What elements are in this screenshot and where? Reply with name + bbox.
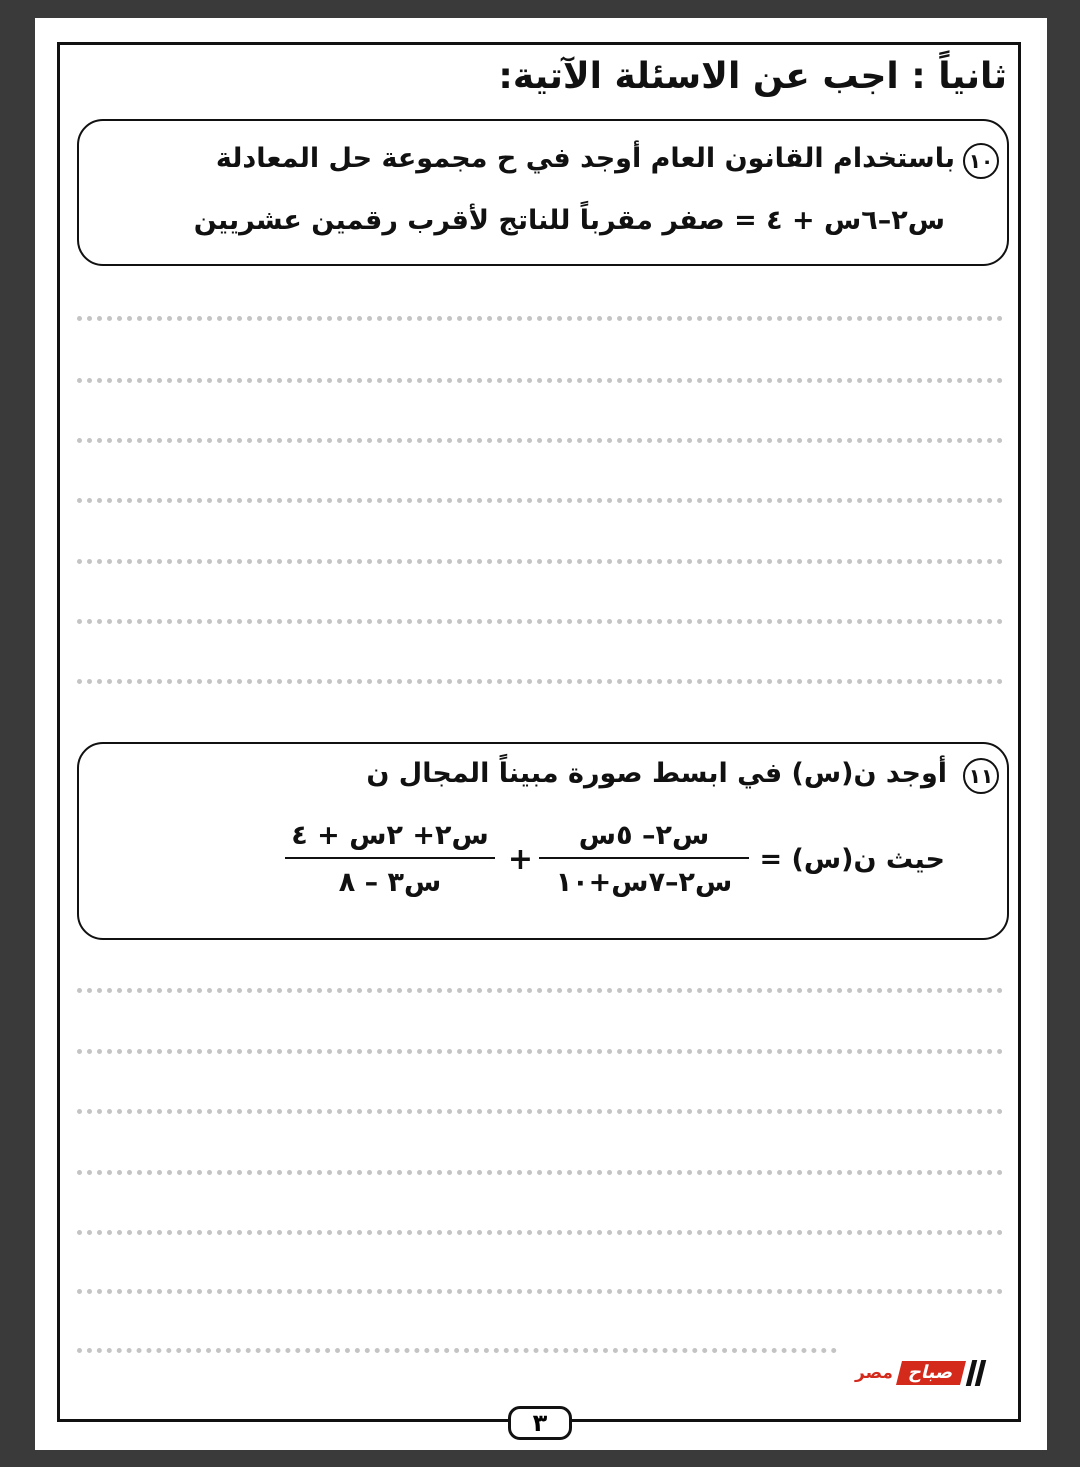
answer-line[interactable] [77,1289,1003,1294]
fraction-1 [539,820,749,898]
answer-line[interactable] [77,1170,1003,1175]
answer-line[interactable] [77,498,1003,503]
logo-bars-icon [969,1360,983,1386]
question-11-box [77,742,1009,940]
question-10-box [77,119,1009,266]
question-10-line1: باستخدام القانون العام أوجد في ح مجموعة حل المعادلة [215,143,955,174]
fraction-2-numerator: س٢+ ٢س + ٤ [285,820,495,859]
answer-line[interactable] [77,316,1003,321]
fraction-2-denominator: س٣ – ٨ [338,867,442,898]
plus-sign: + [507,842,533,877]
logo-misr-text: مصر [855,1363,893,1383]
worksheet-page [35,18,1047,1450]
page-number: ٣ [508,1406,572,1440]
fraction-1-numerator: س٢– ٥س [539,820,749,859]
fraction-2 [285,820,495,898]
logo-sabah-text: صباح [896,1361,966,1385]
answer-line[interactable] [77,1049,1003,1054]
answer-line[interactable] [77,1109,1003,1114]
answer-line[interactable] [77,559,1003,564]
answer-line[interactable] [77,1230,1003,1235]
question-11-lhs: حيث ن(س) = [759,844,945,875]
question-11-line1: أوجد ن(س) في ابسط صورة مبيناً المجال ن [366,758,947,789]
answer-line[interactable] [77,1348,837,1353]
question-10-number: ١٠ [963,143,999,179]
section-title: ثانياً : اجب عن الاسئلة الآتية: [498,56,1007,97]
answer-line[interactable] [77,988,1003,993]
question-10-line2: س٢–٦س + ٤ = صفر مقرباً للناتج لأقرب رقمين عشريين [193,205,945,236]
answer-line[interactable] [77,679,1003,684]
answer-line[interactable] [77,619,1003,624]
sada-misr-logo [855,1360,983,1386]
fraction-1-denominator: س٢–٧س+١٠ [555,867,733,898]
question-11-number: ١١ [963,758,999,794]
answer-line[interactable] [77,378,1003,383]
answer-line[interactable] [77,438,1003,443]
